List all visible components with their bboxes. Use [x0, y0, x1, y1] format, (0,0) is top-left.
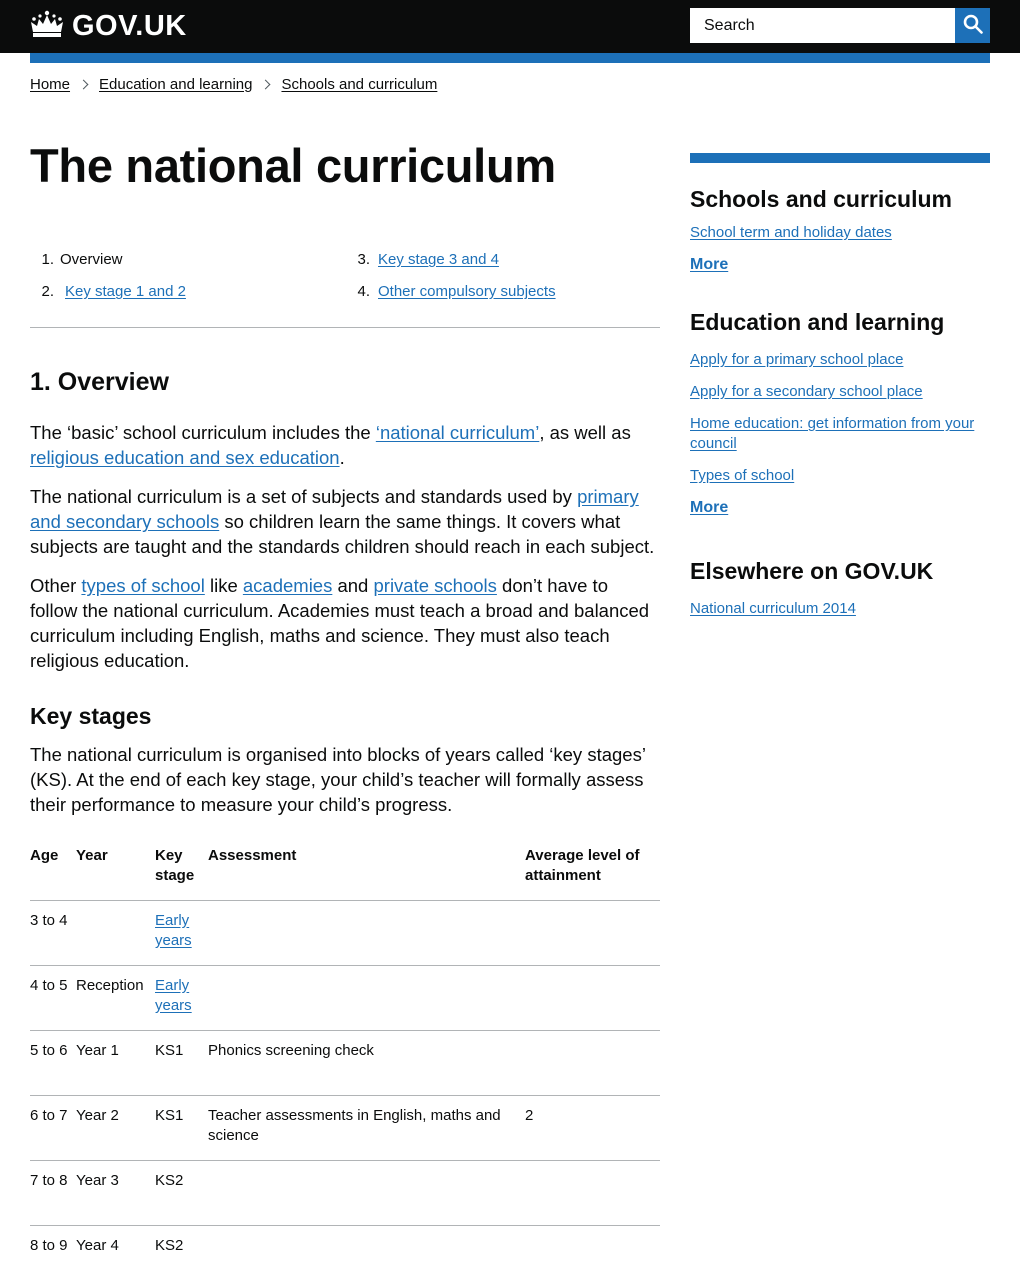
search-form: [690, 8, 990, 43]
related-section-title: Education and learning: [690, 309, 945, 335]
chevron-right-icon: [261, 79, 271, 89]
column-header-assessment: Assessment: [208, 840, 525, 900]
search-button[interactable]: [955, 8, 990, 43]
contents-item-key-stage-1-2[interactable]: [30, 280, 345, 312]
contents-column-right: [346, 248, 661, 312]
cell-assessment: Teacher assessments in English, maths and science: [208, 1095, 525, 1160]
cell-key-stage: [155, 900, 208, 965]
breadcrumb: [30, 74, 437, 94]
cell-age: 5 to 6: [30, 1030, 76, 1095]
related-section-title: Schools and curriculum: [690, 186, 952, 212]
table-header-row: [30, 840, 660, 900]
paragraph-text: and: [332, 575, 374, 596]
govuk-logo-link[interactable]: [30, 8, 187, 44]
paragraph-text: The national curriculum is a set of subjects and standards used by: [30, 486, 578, 507]
religious-and-sex-education-link[interactable]: religious education and sex education: [30, 447, 340, 468]
overview-paragraph-3: [30, 573, 660, 673]
contents-item-overview: [30, 248, 345, 280]
column-header-attainment: Average level of attainment: [525, 840, 660, 900]
related-link[interactable]: Home education: get information from your council: [690, 415, 975, 452]
types-of-school-link[interactable]: types of school: [81, 575, 205, 596]
table-row: [30, 965, 660, 1030]
related-link[interactable]: Apply for a primary school place: [690, 351, 904, 368]
cell-attainment: [525, 900, 660, 965]
related-education-and-learning: [690, 307, 990, 518]
early-years-link[interactable]: Early years: [155, 976, 192, 1014]
paragraph-text: The ‘basic’ school curriculum includes the: [30, 422, 376, 443]
more-link[interactable]: More: [690, 499, 729, 516]
page-title: The national curriculum: [30, 139, 556, 192]
related-links-list: [690, 223, 990, 275]
cell-key-stage: KS2: [155, 1160, 208, 1225]
contents-list: [30, 248, 660, 328]
early-years-link[interactable]: Early years: [155, 911, 192, 949]
contents-item-other-compulsory-subjects[interactable]: [346, 280, 661, 312]
cell-assessment: [208, 965, 525, 1030]
cell-assessment: [208, 900, 525, 965]
breadcrumb-education-and-learning[interactable]: Education and learning: [99, 75, 253, 93]
chevron-right-icon: [79, 79, 89, 89]
column-header-year: Year: [76, 840, 155, 900]
header-blue-bar: [30, 53, 990, 63]
cell-assessment: [208, 1160, 525, 1225]
cell-year: Year 1: [76, 1030, 155, 1095]
cell-key-stage: KS1: [155, 1095, 208, 1160]
search-input[interactable]: [690, 8, 955, 43]
table-row: [30, 1225, 660, 1275]
cell-age: 6 to 7: [30, 1095, 76, 1160]
cell-attainment: 2: [525, 1095, 660, 1160]
contents-link[interactable]: Key stage 3 and 4: [378, 251, 499, 268]
breadcrumb-home[interactable]: Home: [30, 75, 71, 93]
breadcrumb-schools-and-curriculum[interactable]: Schools and curriculum: [281, 75, 438, 93]
cell-age: 3 to 4: [30, 900, 76, 965]
cell-year: [76, 900, 155, 965]
related-link-item: [690, 223, 990, 243]
paragraph-text: don’t have to follow the national curriculum. Academies must teach a broad and balanced curriculum including English, maths and science. They must also teach religious education.: [30, 575, 650, 671]
cell-age: 7 to 8: [30, 1160, 76, 1225]
related-links-list: [690, 350, 990, 518]
paragraph-text: so children learn the same things. It covers what subjects are taught and the standards children should reach in each subject.: [30, 511, 655, 557]
cell-assessment: [208, 1225, 525, 1275]
column-header-age: Age: [30, 840, 76, 900]
cell-key-stage: KS2: [155, 1225, 208, 1275]
academies-link[interactable]: academies: [242, 575, 333, 596]
cell-age: 4 to 5: [30, 965, 76, 1030]
related-elsewhere-on-govuk: [690, 556, 990, 619]
column-header-key-stage: Key stage: [155, 840, 208, 900]
contents-item-key-stage-3-4[interactable]: [346, 248, 661, 280]
cell-age: 8 to 9: [30, 1225, 76, 1275]
related-schools-and-curriculum: [690, 153, 990, 275]
table-row: [30, 1030, 660, 1095]
related-link-item: [690, 414, 990, 454]
cell-assessment: Phonics screening check: [208, 1030, 525, 1095]
key-stages-table: [30, 840, 660, 1275]
crown-icon: [30, 10, 72, 43]
related-link-item: [690, 350, 990, 370]
related-link-item: [690, 599, 990, 619]
cell-year: Reception: [76, 965, 155, 1030]
related-link-item: [690, 466, 990, 486]
overview-paragraph-2: [30, 484, 660, 559]
govuk-logo-text: GOV.UK: [72, 9, 187, 42]
paragraph-text: , as well as: [539, 422, 631, 443]
national-curriculum-link[interactable]: ‘national curriculum’: [375, 422, 540, 443]
cell-year: Year 2: [76, 1095, 155, 1160]
related-section-title: Elsewhere on GOV.UK: [690, 558, 934, 584]
cell-key-stage: [155, 965, 208, 1030]
overview-paragraph-1: [30, 420, 660, 470]
related-link-item: [690, 382, 990, 402]
related-link[interactable]: Types of school: [690, 467, 795, 484]
paragraph-text: Other: [30, 575, 82, 596]
contents-number: 3.: [357, 251, 370, 268]
related-link[interactable]: School term and holiday dates: [690, 224, 892, 241]
main-content: [30, 140, 660, 192]
paragraph-text: like: [204, 575, 243, 596]
cell-attainment: [525, 1225, 660, 1275]
table-row: [30, 1095, 660, 1160]
contents-column-left: [30, 248, 345, 312]
related-link[interactable]: Apply for a secondary school place: [690, 383, 923, 400]
contents-number: 2.: [41, 283, 54, 300]
cell-key-stage: KS1: [155, 1030, 208, 1095]
overview-heading: 1. Overview: [30, 368, 169, 396]
cell-attainment: [525, 965, 660, 1030]
related-more-item: [690, 498, 990, 518]
table-row: [30, 1160, 660, 1225]
paragraph-text: .: [339, 447, 345, 468]
contents-number: 1.: [41, 251, 54, 268]
contents-link[interactable]: Key stage 1 and 2: [65, 283, 186, 300]
contents-number: 4.: [357, 283, 370, 300]
cell-attainment: [525, 1160, 660, 1225]
cell-year: Year 3: [76, 1160, 155, 1225]
search-icon: [963, 14, 983, 37]
related-links-list: [690, 599, 990, 619]
related-link[interactable]: National curriculum 2014: [690, 600, 856, 617]
table-row: [30, 900, 660, 965]
more-link[interactable]: More: [690, 256, 729, 273]
site-header: [0, 0, 1020, 53]
key-stages-intro: The national curriculum is organised into blocks of years called ‘key stages’ (KS). At the end of each key stage, your child’s teacher will formally assess their performance to measure your child’s progress.: [30, 744, 646, 815]
contents-current-label: Overview: [60, 251, 123, 268]
private-schools-link[interactable]: private schools: [373, 575, 497, 596]
primary-secondary-schools-link[interactable]: primary and secondary schools: [30, 486, 639, 532]
cell-attainment: [525, 1030, 660, 1095]
key-stages-heading: Key stages: [30, 703, 152, 729]
contents-link[interactable]: Other compulsory subjects: [378, 283, 556, 300]
related-more-item: [690, 255, 990, 275]
sidebar-blue-bar: [690, 153, 990, 163]
cell-year: Year 4: [76, 1225, 155, 1275]
